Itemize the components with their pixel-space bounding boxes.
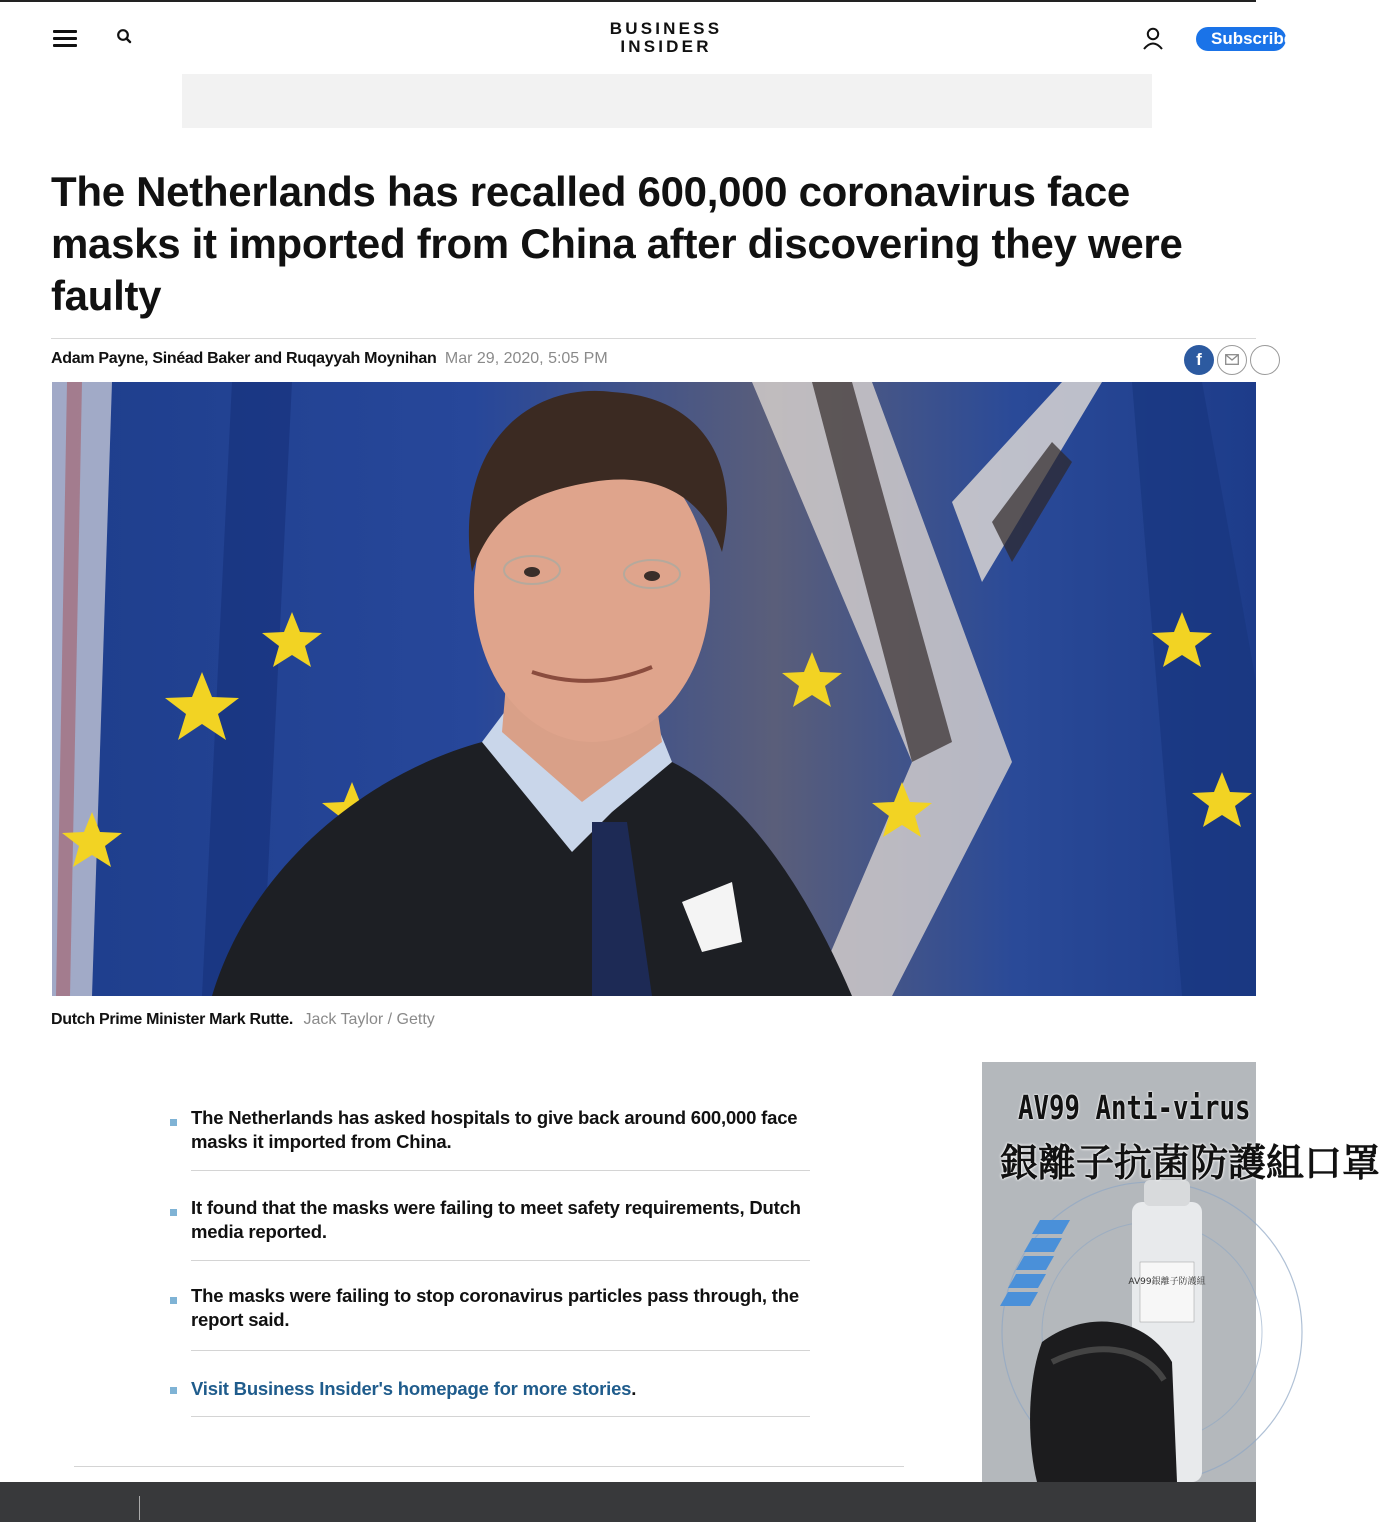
ad-can-label: AV99銀離子防護組 <box>1128 1277 1206 1287</box>
site-header <box>0 2 1294 72</box>
summary-text: The masks were failing to stop coronavirus particles pass through, the report said. <box>191 1285 799 1330</box>
link-suffix: . <box>631 1378 637 1399</box>
summary-divider <box>191 1260 810 1261</box>
headline-divider <box>51 338 1256 339</box>
caption-text: Dutch Prime Minister Mark Rutte. <box>51 1011 294 1028</box>
bullet-icon <box>170 1209 177 1216</box>
hero-photo-illustration <box>52 382 1256 996</box>
logo-line2: INSIDER <box>620 37 712 56</box>
summary-divider <box>191 1350 810 1351</box>
bullet-icon <box>170 1119 177 1126</box>
ad-headline: AV99 Anti-virus <box>1018 1088 1251 1127</box>
summary-item <box>170 1274 810 1364</box>
article-headline: The Netherlands has recalled 600,000 coronavirus face masks it imported from China after discovering they were faulty <box>51 168 1183 319</box>
publish-date: Mar 29, 2020, 5:05 PM <box>444 350 608 367</box>
side-advertisement[interactable] <box>982 1062 1380 1482</box>
summary-item <box>170 1096 810 1186</box>
user-icon[interactable] <box>1141 26 1165 52</box>
summary-text: The Netherlands has asked hospitals to give back around 600,000 face masks it imported from China. <box>191 1107 798 1152</box>
bullet-icon <box>170 1387 177 1394</box>
image-caption <box>51 1010 435 1030</box>
bullet-icon <box>170 1297 177 1304</box>
summary-text: It found that the masks were failing to meet safety requirements, Dutch media reported. <box>191 1197 801 1242</box>
link-icon[interactable] <box>1250 345 1280 375</box>
byline-authors[interactable]: Adam Payne, Sinéad Baker and Ruqayyah Moynihan <box>51 350 437 367</box>
summary-item <box>170 1364 810 1434</box>
summary-divider <box>191 1170 810 1171</box>
footer-divider <box>139 1496 140 1520</box>
byline <box>51 349 608 369</box>
summary-list <box>170 1096 810 1434</box>
summary-divider <box>191 1416 810 1417</box>
search-icon[interactable] <box>115 27 135 47</box>
site-logo[interactable] <box>566 20 766 56</box>
menu-icon[interactable] <box>53 30 77 48</box>
ad-subheadline: 銀離子抗菌防護組口罩 <box>1000 1143 1380 1185</box>
homepage-link[interactable]: Visit Business Insider's homepage for more stories <box>191 1378 632 1399</box>
subscribe-button[interactable]: Subscribe <box>1196 27 1286 51</box>
email-icon[interactable] <box>1217 345 1247 375</box>
footer-bar <box>0 1482 1256 1522</box>
hero-image <box>52 382 1256 996</box>
top-ad-banner[interactable] <box>182 74 1152 128</box>
image-credit: Jack Taylor / Getty <box>303 1011 435 1028</box>
facebook-icon[interactable]: f <box>1184 345 1214 375</box>
logo-line1: BUSINESS <box>609 19 723 38</box>
content-divider <box>74 1466 904 1467</box>
summary-item <box>170 1186 810 1274</box>
